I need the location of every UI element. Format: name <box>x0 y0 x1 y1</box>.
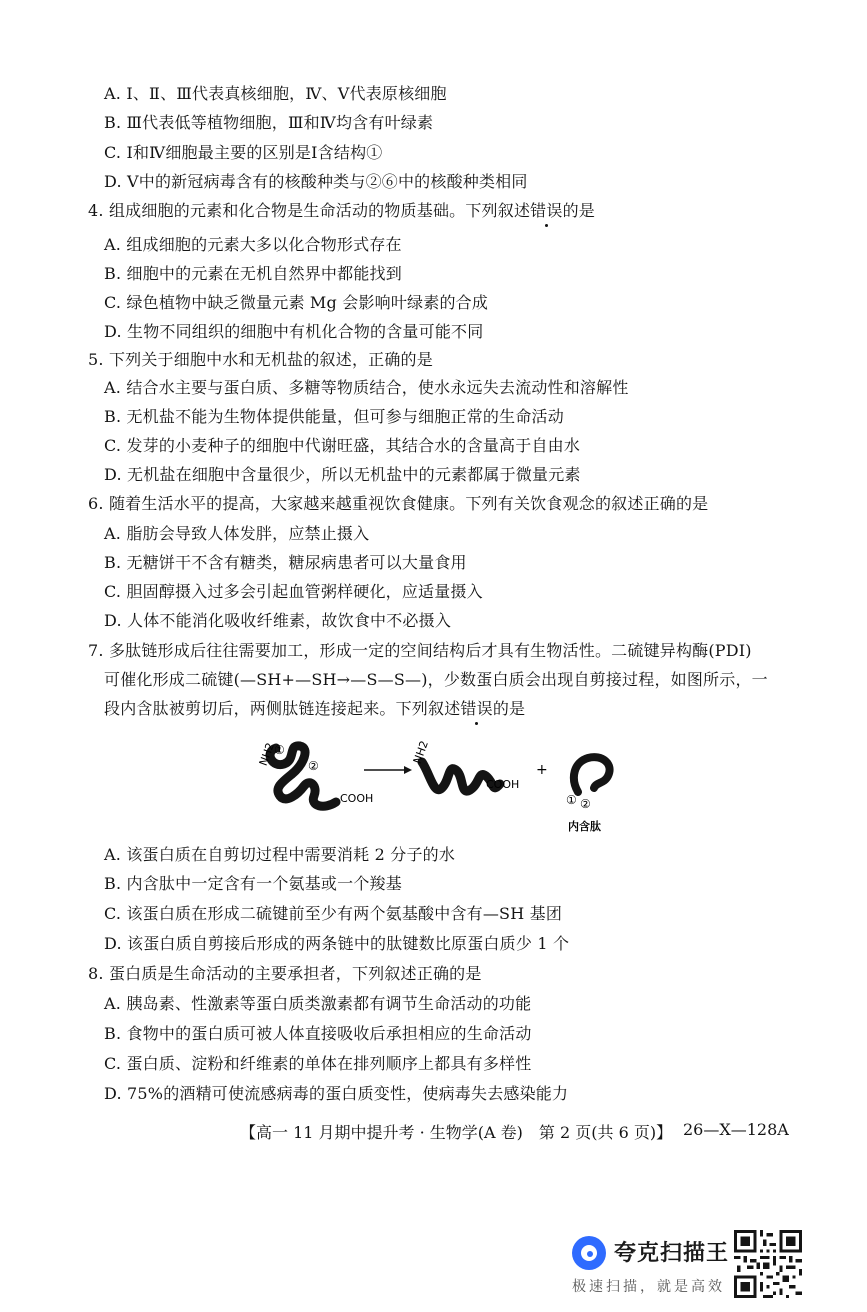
spliced-protein <box>411 739 520 791</box>
original-protein <box>257 741 374 806</box>
page-footer: 【高一 11 月期中提升考 · 生物学(A 卷) 第 2 页(共 6 页)】 <box>240 1123 673 1142</box>
intein-label: 内含肽 <box>568 820 601 833</box>
plus-sign: + <box>536 762 548 778</box>
nh2-label-left: NH2 <box>256 740 278 768</box>
quark-logo-icon <box>572 1236 606 1270</box>
q7-stem-tail: 的是 <box>492 699 526 718</box>
mark-2-left: ② <box>308 759 319 773</box>
nh2-label-right: NH2 <box>410 738 432 766</box>
q7-option-a: A. 该蛋白质在自剪切过程中需要消耗 2 分子的水 <box>104 845 456 864</box>
q3-option-d: D. Ⅴ中的新冠病毒含有的核酸种类与②⑥中的核酸种类相同 <box>104 172 528 191</box>
scanner-slogan: 极速扫描，就是高效 <box>572 1279 725 1295</box>
q7-stem-text: 段内含肽被剪切后，两侧肽链连接起来。下列叙述 <box>104 699 461 718</box>
q6-option-c: C. 胆固醇摄入过多会引起血管粥样硬化，应适量摄入 <box>104 582 483 601</box>
q4-option-b: B. 细胞中的元素在无机自然界中都能找到 <box>104 264 402 283</box>
intein <box>566 757 610 833</box>
q8-option-a: A. 胰岛素、性激素等蛋白质类激素都有调节生命活动的功能 <box>104 994 532 1013</box>
scanner-app-name: 夸克扫描王 <box>614 1241 730 1266</box>
intein-chain <box>574 757 610 792</box>
q5-stem: 5. 下列关于细胞中水和无机盐的叙述，正确的是 <box>88 350 433 369</box>
q4-stem <box>88 201 595 221</box>
mark-1-left: ① <box>274 743 285 757</box>
q7-stem-emphasis: 错误 <box>460 699 493 718</box>
q5-option-a: A. 结合水主要与蛋白质、多糖等物质结合，使水永远失去流动性和溶解性 <box>104 378 629 397</box>
q8-stem: 8. 蛋白质是生命活动的主要承担者，下列叙述正确的是 <box>88 964 482 983</box>
q6-stem: 6. 随着生活水平的提高，大家越来越重视饮食健康。下列有关饮食观念的叙述正确的是 <box>88 494 709 513</box>
protein-splicing-figure <box>244 730 634 840</box>
q6-option-b: B. 无糖饼干不含有糖类，糖尿病患者可以大量食用 <box>104 553 467 572</box>
mark-2-right: ② <box>580 797 591 811</box>
q5-option-d: D. 无机盐在细胞中含量很少，所以无机盐中的元素都属于微量元素 <box>104 465 581 484</box>
mark-1-right: ① <box>566 793 577 807</box>
q5-option-b: B. 无机盐不能为生物体提供能量，但可参与细胞正常的生命活动 <box>104 407 564 426</box>
q4-stem-text: 4. 组成细胞的元素和化合物是生命活动的物质基础。下列叙述 <box>88 201 531 220</box>
reaction-arrow <box>364 766 412 774</box>
q7-option-d: D. 该蛋白质自剪接后形成的两条链中的肽键数比原蛋白质少 1 个 <box>104 934 570 953</box>
q4-option-a: A. 组成细胞的元素大多以化合物形式存在 <box>104 235 402 254</box>
q4-option-d: D. 生物不同组织的细胞中有机化合物的含量可能不同 <box>104 322 484 341</box>
q6-option-a: A. 脂肪会导致人体发胖，应禁止摄入 <box>104 524 370 543</box>
q3-option-c: C. Ⅰ和Ⅳ细胞最主要的区别是Ⅰ含结构① <box>104 143 383 162</box>
cooh-label-left: COOH <box>340 792 374 805</box>
q8-option-b: B. 食物中的蛋白质可被人体直接吸收后承担相应的生命活动 <box>104 1024 532 1043</box>
q4-stem-emphasis: 错误 <box>530 201 563 220</box>
q3-option-b: B. Ⅲ代表低等植物细胞，Ⅲ和Ⅳ均含有叶绿素 <box>104 113 434 132</box>
exam-code: 26—X—128A <box>683 1120 789 1139</box>
q7-option-c: C. 该蛋白质在形成二硫键前至少有两个氨基酸中含有—SH 基团 <box>104 904 563 923</box>
q7-stem-line1: 7. 多肽链形成后往往需要加工，形成一定的空间结构后才具有生物活性。二硫键异构酶(PDI) <box>88 641 752 660</box>
q8-option-c: C. 蛋白质、淀粉和纤维素的单体在排列顺序上都具有多样性 <box>104 1054 532 1073</box>
qr-code-icon <box>734 1230 802 1298</box>
q3-option-a: A. Ⅰ、Ⅱ、Ⅲ代表真核细胞，Ⅳ、Ⅴ代表原核细胞 <box>104 84 447 103</box>
q6-option-d: D. 人体不能消化吸收纤维素，故饮食中不必摄入 <box>104 611 452 630</box>
q7-option-b: B. 内含肽中一定含有一个氨基或一个羧基 <box>104 874 402 893</box>
q5-option-c: C. 发芽的小麦种子的细胞中代谢旺盛，其结合水的含量高于自由水 <box>104 436 581 455</box>
q7-stem-line2: 可催化形成二硫键(—SH+—SH→—S—S—)，少数蛋白质会出现自剪接过程，如图所示，一 <box>104 670 768 689</box>
q7-stem-line3 <box>104 699 525 719</box>
cooh-label-right: COOH <box>486 778 520 791</box>
q4-option-c: C. 绿色植物中缺乏微量元素 Mg 会影响叶绿素的合成 <box>104 293 489 312</box>
q4-stem-tail: 的是 <box>562 201 595 220</box>
q8-option-d: D. 75%的酒精可使流感病毒的蛋白质变性，使病毒失去感染能力 <box>104 1084 569 1103</box>
